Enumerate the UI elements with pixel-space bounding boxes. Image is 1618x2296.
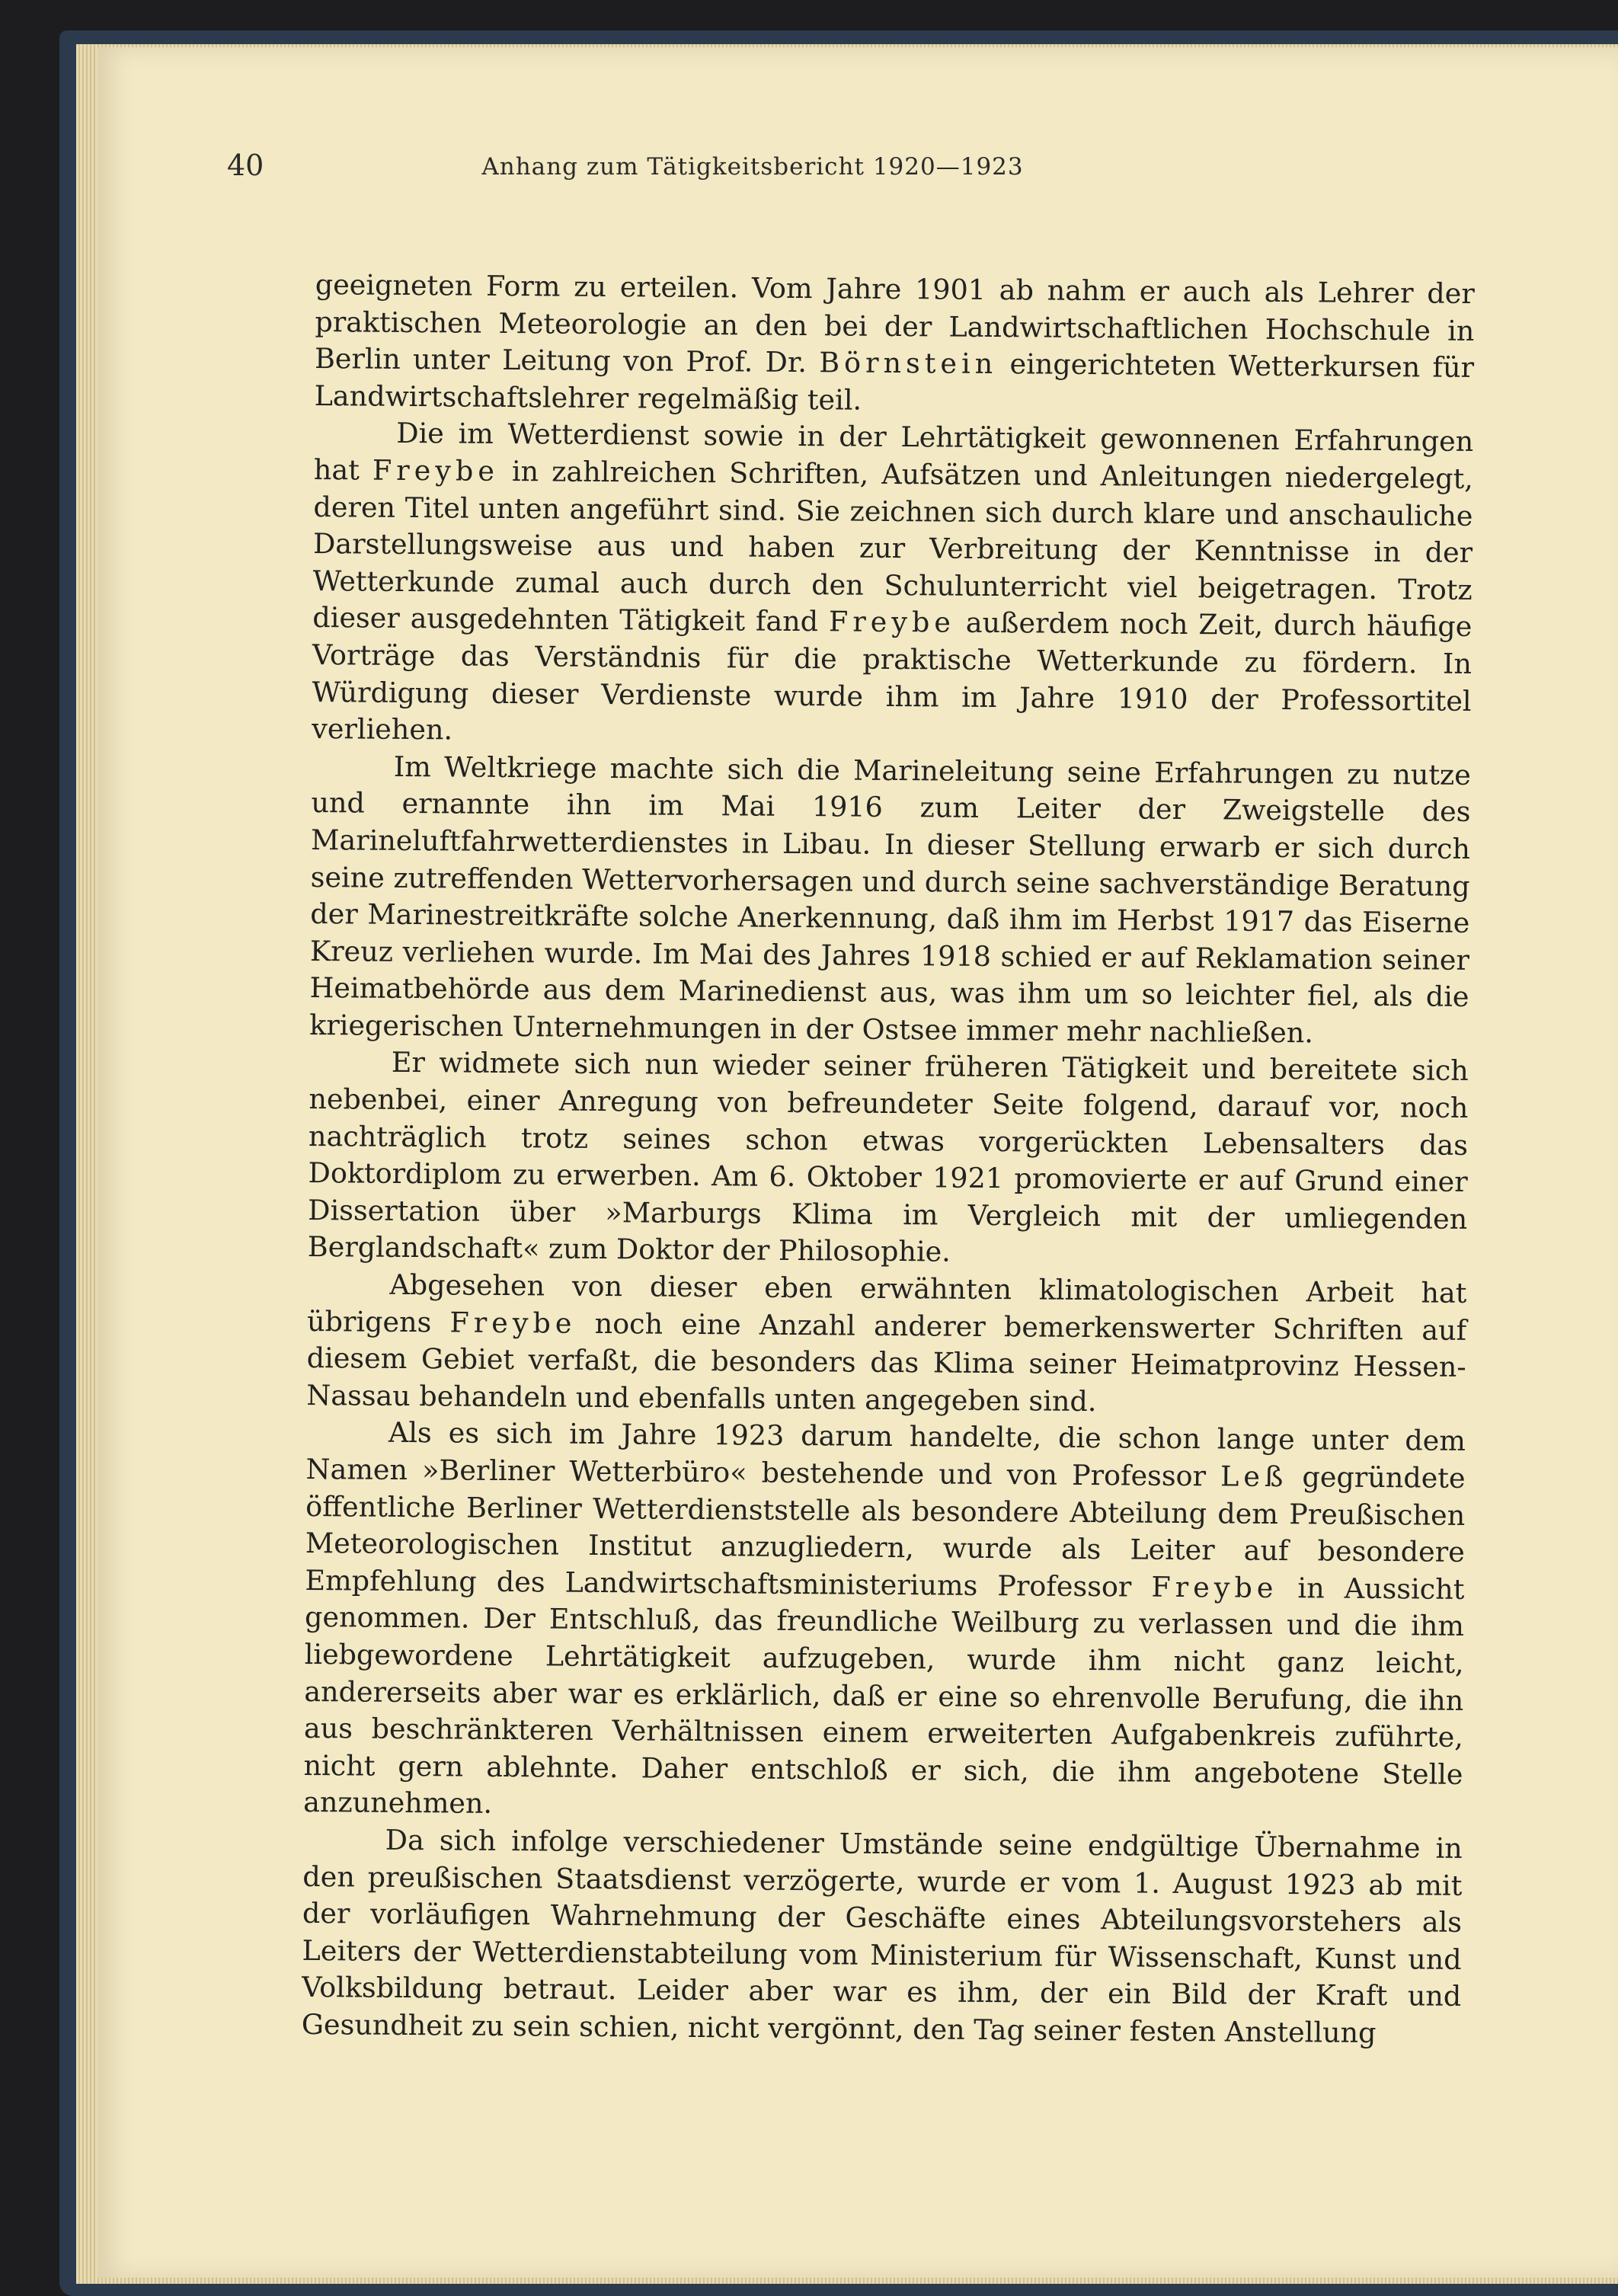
paragraph bbox=[314, 267, 1474, 424]
paragraph bbox=[302, 1821, 1463, 2053]
paragraph bbox=[312, 414, 1473, 756]
spaced-name: Börnstein bbox=[819, 346, 998, 381]
text-run: Er widmete sich nun wieder seiner früheren Tätigkeit und bereitete sich nebenbei, einer Anregung von befreundeter Seite folgend, darauf vor, noch nachträglich trotz seines schon etwas vorgerückten Lebensalters das Doktordiplom zu erwerben. Am 6. Oktober 1921 promovierte er auf Grund einer Dissertation über »Marburgs Klima im Vergleich mit der umliegenden Berglandschaft« zum Doktor der Philosophie. bbox=[307, 1046, 1469, 1269]
spaced-name: Leß bbox=[1220, 1460, 1288, 1494]
text-run: Da sich infolge verschiedener Umstände seine endgültige Übernahme in den preußischen Staatsdienst verzögerte, wurde er vom 1. August 1923 ab mit der vorläufigen Wahrnehmung der Geschäfte eines Abteilungsvorstehers als Leiters der Wetterdienstabteilung vom Ministerium für Wissenschaft, Kunst und Volksbildung betraut. Leider aber war es ihm, der ein Bild der Kraft und Gesundheit zu sein schien, nicht vergönnt, den Tag seiner festen Anstellung bbox=[301, 1823, 1463, 2049]
body-text bbox=[302, 267, 1475, 2052]
text-run: gegründete öffentliche Berliner Wetterdienststelle als besondere Abteilung dem Preußischen Meteorologischen Institut anzugliedern, wurde als Leiter auf besondere Empfehlung des Landwirtschaftsministeriums Professor bbox=[305, 1460, 1466, 1604]
paragraph bbox=[306, 1266, 1466, 1423]
paragraph bbox=[303, 1414, 1466, 1830]
paragraph bbox=[308, 1044, 1469, 1275]
spaced-name: Freybe bbox=[372, 453, 500, 488]
page-header bbox=[227, 149, 1187, 202]
text-run: Als es sich im Jahre 1923 darum handelte, die schon lange unter dem Namen »Berliner Wetterbüro« bestehende und von Professor bbox=[305, 1416, 1466, 1493]
text-run: eingerichteten Wetterkursen für Landwirtschaftslehrer regelmäßig teil. bbox=[314, 347, 1475, 417]
text-run: geeigneten Form zu erteilen. Vom Jahre 1901 ab nahm er auch als Lehrer der praktischen Meteorologie an den bei der Landwirtschaftlichen Hochschule in Berlin unter Leitung von Prof. Dr. bbox=[314, 267, 1475, 379]
text-run: Die im Wetterdienst sowie in der Lehrtätigkeit gewonnenen Erfahrungen hat bbox=[313, 417, 1474, 487]
running-title: Anhang zum Tätigkeitsbericht 1920—1923 bbox=[481, 153, 1024, 181]
text-run: außerdem noch Zeit, durch häufige Vorträge das Verständnis für die praktische Wetterkunde zu fördern. In Würdigung dieser Verdienste wurde ihm im Jahre 1910 der Professortitel verliehen. bbox=[312, 606, 1473, 747]
text-run: noch eine Anzahl anderer bemerkenswerter Schriften auf diesem Gebiet verfaßt, die besonders das Klima seiner Heimatprovinz Hessen-Nassau behandeln und ebenfalls unten angegeben sind. bbox=[306, 1306, 1467, 1418]
text-run: Im Weltkriege machte sich die Marineleitung seine Erfahrungen zu nutze und ernannte ihn im Mai 1916 zum Leiter der Zweigstelle des Marineluftfahrwetterdienstes in Libau. In dieser Stellung erwarb er sich durch seine zutreffenden Wettervorhersagen und durch seine sachverständige Beratung der Marinestreitkräfte solche Anerkennung, daß ihm im Herbst 1917 das Eiserne Kreuz verliehen wurde. Im Mai des Jahres 1918 schied er auf Reklamation seiner Heimatbehörde aus dem Marinedienst aus, was ihm um so leichter fiel, als die kriegerischen Unternehmungen in der Ostsee immer mehr nachließen. bbox=[309, 750, 1471, 1050]
spaced-name: Freybe bbox=[828, 605, 956, 639]
text-run: in Aussicht genommen. Der Entschluß, das freundliche Weilburg zu verlassen und die ihm liebgewordene Lehrtätigkeit aufzugeben, wurde ihm nicht ganz leicht, andererseits aber war es erklärlich, daß er eine so ehrenvolle Berufung, die ihn aus beschränkteren Verhältnissen einem erweiterten Aufgabenkreis zuführte, nicht gern ablehnte. Daher entschloß er sich, die ihm angebotene Stelle anzunehmen. bbox=[302, 1571, 1465, 1821]
spaced-name: Freybe bbox=[449, 1306, 577, 1340]
text-run: Abgesehen von dieser eben erwähnten klimatologischen Arbeit hat übrigens bbox=[306, 1268, 1467, 1339]
text-run: in zahlreichen Schriften, Aufsätzen und Anleitungen niedergelegt, deren Titel unten angeführt sind. Sie zeichnen sich durch klare und anschauliche Darstellungsweise aus und haben zur Verbreitung der Kenntnisse in der Wetterkunde zumal auch durch den Schulunterricht viel beigetragen. Trotz dieser ausgedehnten Tätigkeit fand bbox=[312, 454, 1474, 638]
spaced-name: Freybe bbox=[1151, 1570, 1278, 1604]
paragraph bbox=[309, 748, 1471, 1054]
page-number: 40 bbox=[227, 149, 264, 182]
